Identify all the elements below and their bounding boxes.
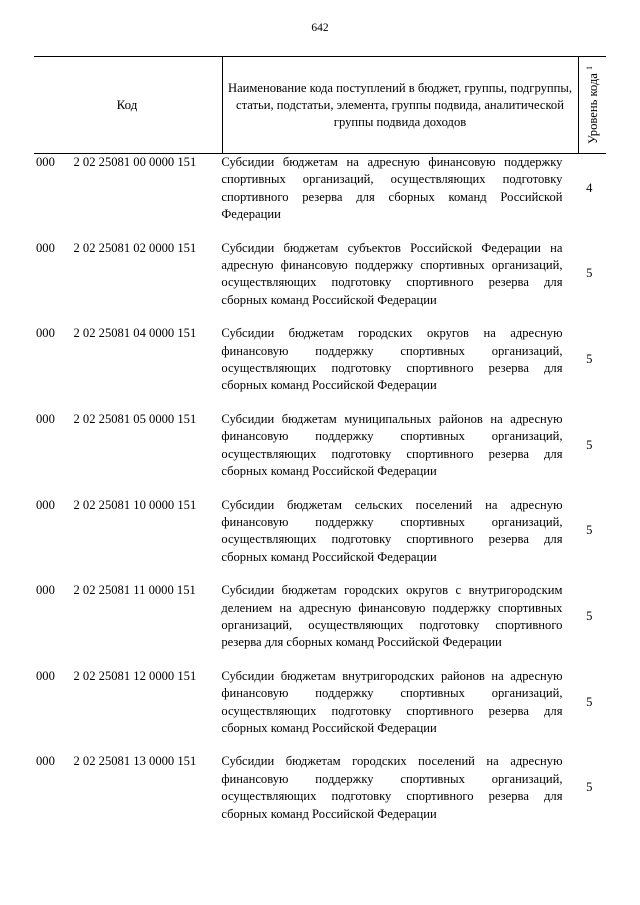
header-name: Наименование кода поступлений в бюджет, группы, подгруппы, статьи, подстатьи, элемента, группы подвида, аналитической группы подвида доходов (228, 80, 572, 129)
code-level: 5 (586, 352, 593, 367)
admin-code: 000 (36, 754, 55, 769)
income-code: 2 02 25081 10 0000 151 (73, 497, 197, 512)
income-code: 2 02 25081 02 0000 151 (73, 240, 197, 255)
header-divider (578, 57, 579, 153)
income-name: Субсидии бюджетам субъектов Российской Федерации на адресную финансовую поддержку спортивных организаций, осуществляющих подготовку спортивного резерва для сборных команд Российской Федерации (221, 240, 563, 307)
admin-code: 000 (36, 668, 55, 683)
admin-code: 000 (36, 240, 55, 255)
admin-code: 000 (36, 326, 55, 341)
income-name: Субсидии бюджетам на адресную финансовую поддержку спортивных организаций, осуществляющих подготовку спортивного резерва для сборных команд Российской Федерации (221, 155, 563, 222)
income-code: 2 02 25081 13 0000 151 (73, 754, 197, 769)
header-divider (222, 57, 223, 153)
code-level: 5 (586, 437, 593, 452)
code-level: 5 (586, 266, 593, 281)
income-code: 2 02 25081 11 0000 151 (73, 583, 196, 598)
admin-code: 000 (36, 497, 55, 512)
page-number: 642 (311, 22, 329, 34)
code-level: 4 (586, 180, 593, 195)
income-name: Субсидии бюджетам внутригородских районов на адресную финансовую поддержку спортивных организаций, осуществляющих подготовку спортивного резерва для сборных команд Российской Федерации (221, 668, 563, 735)
table-row (36, 239, 606, 310)
income-name: Субсидии бюджетам сельских поселений на адресную финансовую поддержку спортивных организаций, осуществляющих подготовку спортивного резерва для сборных команд Российской Федерации (221, 497, 563, 564)
income-name: Субсидии бюджетам городских округов с внутригородским делением на адресную финансовую поддержку спортивных организаций, осуществляющих подготовку спортивного резерва для сборных команд Российской Федерации (221, 583, 563, 650)
header-level-label (585, 66, 601, 144)
code-level: 5 (586, 523, 593, 538)
table-header (34, 56, 606, 154)
table-row (36, 496, 606, 567)
income-code: 2 02 25081 04 0000 151 (73, 326, 197, 341)
income-code: 2 02 25081 00 0000 151 (73, 155, 197, 169)
code-level: 5 (586, 780, 593, 795)
table-row (36, 667, 606, 738)
table-row (36, 581, 606, 652)
table-row (36, 324, 606, 395)
admin-code: 000 (36, 583, 55, 598)
table-row (36, 153, 606, 224)
income-name: Субсидии бюджетам городских округов на адресную финансовую поддержку спортивных организаций, осуществляющих подготовку спортивного резерва для сборных команд Российской Федерации (221, 326, 563, 393)
table-body (36, 153, 606, 838)
income-code: 2 02 25081 12 0000 151 (73, 668, 197, 683)
header-code: Код (116, 97, 138, 112)
header-level (580, 57, 606, 153)
code-level: 5 (586, 608, 593, 623)
header-level-footnote: 1 (584, 65, 594, 70)
admin-code: 000 (36, 411, 55, 426)
income-name: Субсидии бюджетам городских поселений на адресную финансовую поддержку спортивных организаций, осуществляющих подготовку спортивного резерва для сборных команд Российской Федерации (221, 754, 563, 821)
admin-code: 000 (36, 155, 55, 169)
table-row (36, 410, 606, 481)
table-row (36, 752, 606, 823)
income-name: Субсидии бюджетам муниципальных районов на адресную финансовую поддержку спортивных организаций, осуществляющих подготовку спортивного резерва для сборных команд Российской Федерации (221, 411, 563, 479)
income-code: 2 02 25081 05 0000 151 (73, 411, 197, 426)
header-level-text: Уровень кода (586, 73, 601, 145)
code-level: 5 (586, 694, 593, 709)
